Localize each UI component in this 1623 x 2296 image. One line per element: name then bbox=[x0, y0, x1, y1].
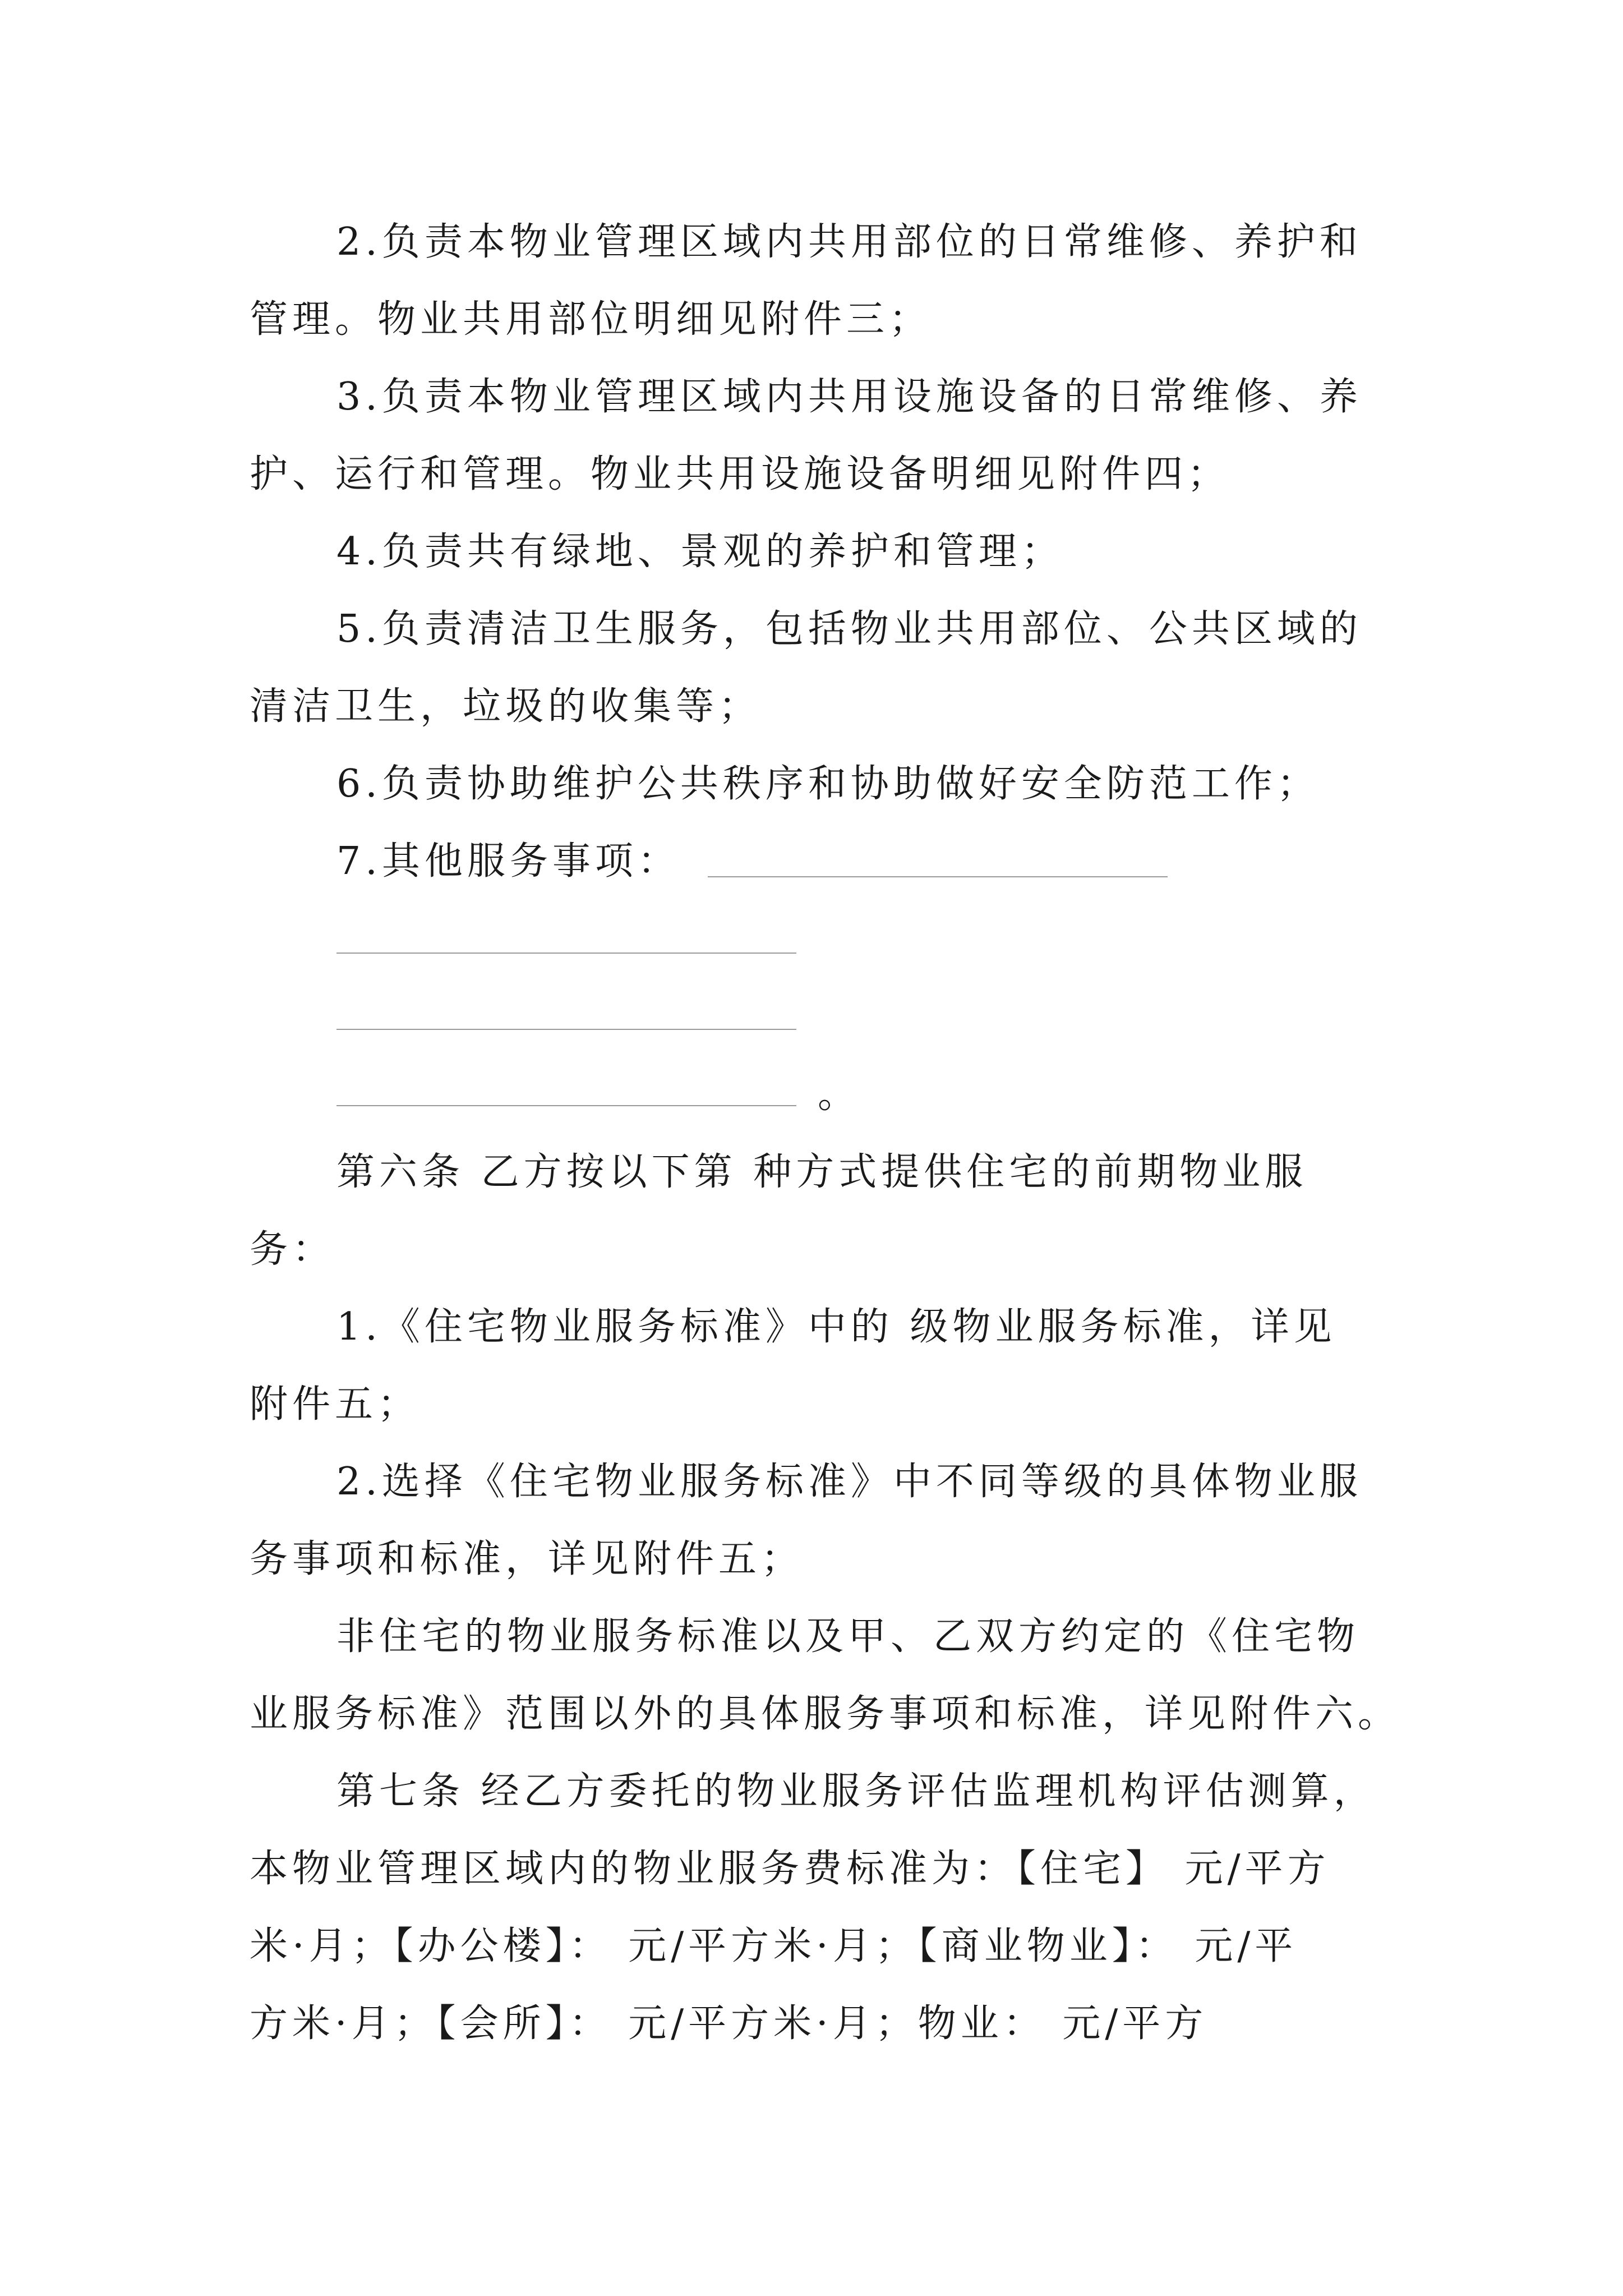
paragraph-line-14: 2.选择《住宅物业服务标准》中不同等级的具体物业服 bbox=[336, 1460, 1362, 1504]
fill-in-blank-2 bbox=[336, 953, 796, 954]
paragraph-line-11: 务： bbox=[250, 1227, 335, 1272]
fill-in-blank-1 bbox=[708, 876, 1168, 877]
paragraph-line-6: 5.负责清洁卫生服务，包括物业共用部位、公共区域的 bbox=[336, 607, 1362, 651]
paragraph-line-19: 本物业管理区域内的物业服务费标准为：【住宅】 元/平方 bbox=[250, 1847, 1330, 1891]
paragraph-line-18: 第七条 经乙方委托的物业服务评估监理机构评估测算， bbox=[336, 1769, 1376, 1814]
paragraph-line-2: 管理。物业共用部位明细见附件三； bbox=[250, 297, 932, 342]
fill-in-blank-4 bbox=[336, 1105, 796, 1106]
paragraph-line-15: 务事项和标准，详见附件五； bbox=[250, 1537, 804, 1581]
paragraph-line-1: 2.负责本物业管理区域内共用部位的日常维修、养护和 bbox=[336, 220, 1362, 264]
paragraph-line-16: 非住宅的物业服务标准以及甲、乙双方约定的《住宅物 bbox=[336, 1614, 1360, 1659]
paragraph-line-3: 3.负责本物业管理区域内共用设施设备的日常维修、养 bbox=[336, 375, 1362, 419]
paragraph-line-4: 护、运行和管理。物业共用设施设备明细见附件四； bbox=[250, 452, 1230, 496]
paragraph-line-10: 第六条 乙方按以下第 种方式提供住宅的前期物业服 bbox=[336, 1150, 1308, 1194]
paragraph-line-9: 7.其他服务事项： bbox=[336, 839, 680, 884]
fill-in-blank-3 bbox=[336, 1029, 796, 1030]
paragraph-line-5: 4.负责共有绿地、景观的养护和管理； bbox=[336, 530, 1064, 574]
paragraph-line-12: 1.《住宅物业服务标准》中的 级物业服务标准，详见 bbox=[336, 1305, 1336, 1349]
paragraph-line-13: 附件五； bbox=[250, 1382, 421, 1427]
paragraph-line-20: 米·月；【办公楼】： 元/平方米·月；【商业物业】： 元/平 bbox=[250, 1924, 1298, 1968]
paragraph-line-7: 清洁卫生，垃圾的收集等； bbox=[250, 684, 762, 729]
paragraph-line-21: 方米·月；【会所】： 元/平方米·月；物业： 元/平方 bbox=[250, 2001, 1208, 2046]
ending-period: 。 bbox=[818, 1073, 856, 1117]
paragraph-line-8: 6.负责协助维护公共秩序和协助做好安全防范工作； bbox=[336, 762, 1320, 806]
paragraph-line-17: 业服务标准》范围以外的具体服务事项和标准，详见附件六。 bbox=[250, 1692, 1401, 1736]
